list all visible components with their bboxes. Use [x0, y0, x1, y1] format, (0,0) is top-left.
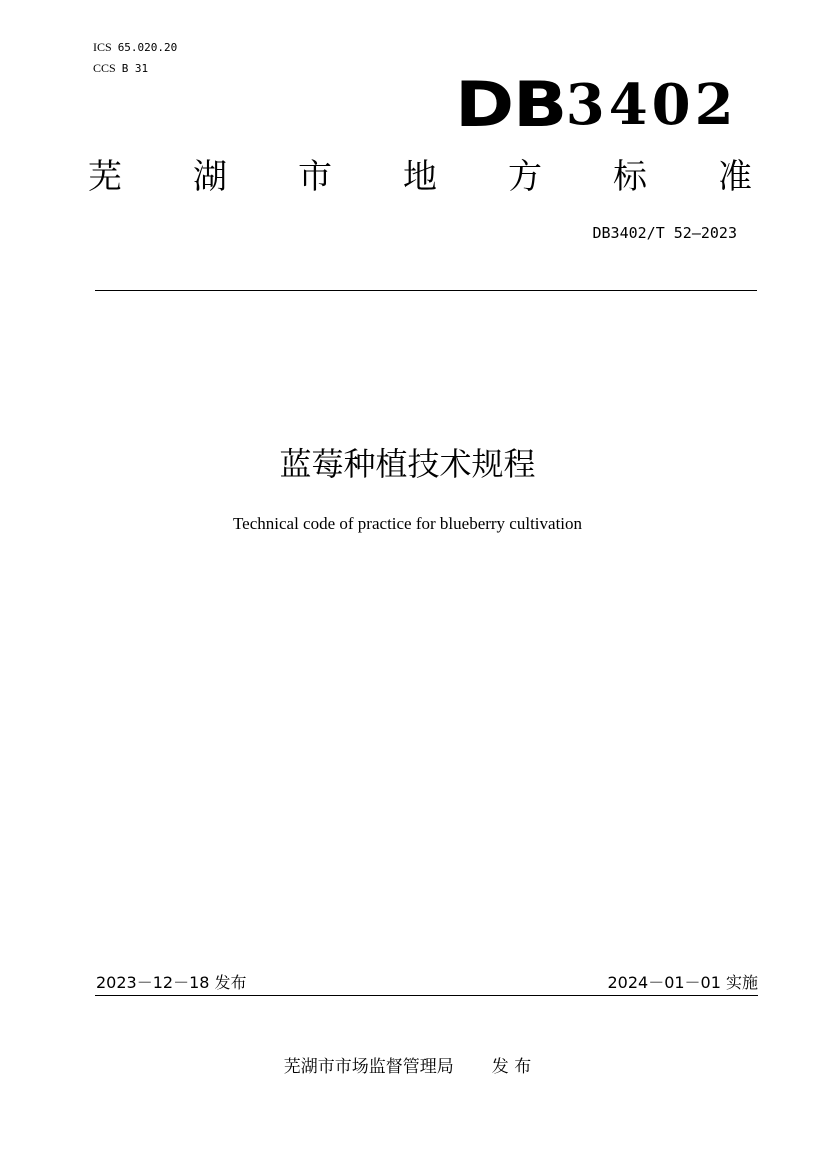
- standard-logo: [455, 66, 738, 141]
- ics-label: ICS: [93, 40, 112, 54]
- issuer-action: 发 布: [491, 1057, 532, 1077]
- standard-title-char: 方: [508, 157, 542, 197]
- standard-title-char: 芜: [88, 157, 122, 197]
- ics-code: [93, 40, 177, 55]
- standard-title-char: 市: [298, 157, 332, 197]
- ccs-value: B 31: [121, 62, 149, 75]
- logo-code: 3402: [565, 72, 738, 138]
- implement-date: 2024－01－01 实施: [607, 973, 758, 992]
- standard-number: DB3402/T 52—2023: [592, 224, 737, 242]
- standard-title-char: 标: [613, 157, 647, 197]
- standard-title-char: 准: [718, 157, 752, 197]
- ccs-code: [93, 61, 148, 76]
- ics-value: 65.020.20: [117, 41, 178, 54]
- issuer-name: 芜湖市市场监督管理局: [283, 1057, 454, 1077]
- issuer: [0, 1052, 815, 1077]
- standard-title-char: 湖: [193, 157, 227, 197]
- publish-date: 2023－12－18 发布: [96, 973, 247, 992]
- document-title-cn: 蓝莓种植技术规程: [279, 445, 536, 483]
- ccs-label: CCS: [93, 61, 116, 75]
- footer-divider: [95, 995, 758, 996]
- document-title-en: Technical code of practice for blueberry cultivation: [232, 514, 583, 533]
- standard-title: [88, 155, 752, 199]
- header-divider: [95, 290, 757, 291]
- standard-title-char: 地: [403, 157, 437, 197]
- logo-prefix: DB: [455, 68, 567, 141]
